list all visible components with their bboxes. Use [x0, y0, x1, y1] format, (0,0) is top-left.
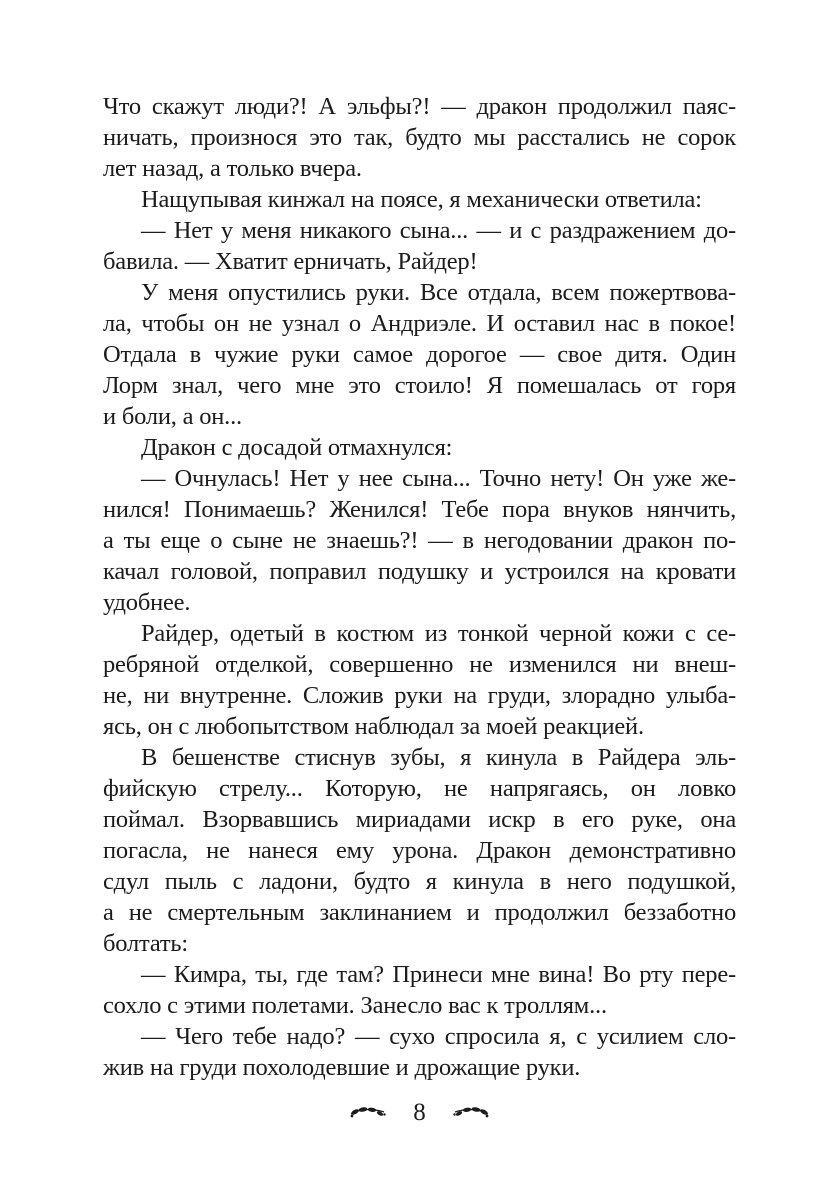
floral-sprig-right-icon [453, 1105, 490, 1121]
text-line: сдул пыль с ладони, будто я кинула в него подушкой, [103, 868, 736, 895]
text-line: жив на груди похолодевшие и дрожащие руки. [103, 1054, 581, 1081]
text-line: бавила. — Хватит ерничать, Райдер! [103, 248, 478, 275]
paragraph [103, 277, 736, 432]
text-line: сохло с этими полетами. Занесло вас к троллям... [103, 992, 607, 1019]
floral-sprig-left-icon [349, 1105, 386, 1121]
paragraph [103, 463, 736, 618]
text-line: лет назад, а только вчера. [103, 155, 362, 182]
paragraph [103, 959, 736, 1021]
paragraph [103, 91, 736, 184]
text-line: Нащупывая кинжал на поясе, я механически ответила: [141, 186, 702, 213]
text-line: ла, чтобы он не узнал о Андриэле. И оставил нас в покое! [103, 310, 736, 337]
text-line: не, ни внутренне. Сложив руки на груди, злорадно улыба- [103, 682, 736, 709]
text-line: ребряной отделкой, совершенно не изменился ни внеш- [103, 651, 736, 678]
text-line: Дракон с досадой отмахнулся: [141, 434, 453, 461]
text-block [103, 91, 736, 1083]
paragraph [103, 1021, 736, 1083]
text-line: удобнее. [103, 589, 191, 616]
text-line: нился! Понимаешь? Женился! Тебе пора внуков нянчить, [103, 496, 736, 523]
text-line: погасла, не нанеся ему урона. Дракон демонстративно [103, 837, 736, 864]
text-line: Отдала в чужие руки самое дорогое — свое дитя. Один [103, 341, 736, 368]
paragraph [103, 215, 736, 277]
text-line: болтать: [103, 930, 188, 957]
text-line: У меня опустились руки. Все отдала, всем пожертвова- [141, 279, 736, 306]
text-line: качал головой, поправил подушку и устроился на кровати [103, 558, 736, 585]
paragraph [103, 618, 736, 742]
text-line: фийскую стрелу... Которую, не напрягаясь, он ловко [103, 775, 736, 802]
text-line: поймал. Взорвавшись мириадами искр в его руке, она [103, 806, 736, 833]
text-line: В бешенстве стиснув зубы, я кинула в Райдера эль- [141, 744, 736, 771]
text-line: — Кимра, ты, где там? Принеси мне вина! Во рту пере- [141, 961, 736, 988]
text-line: а ты еще о сыне не знаешь?! — в негодовании дракон по- [103, 527, 736, 554]
text-line: — Чего тебе надо? — сухо спросила я, с усилием сло- [141, 1023, 736, 1050]
text-line: — Нет у меня никакого сына... — и с раздражением до- [141, 217, 736, 244]
text-line: Что скажут люди?! А эльфы?! — дракон продолжил паяс- [103, 93, 736, 120]
paragraph [103, 184, 736, 215]
paragraph [103, 432, 736, 463]
page-number: 8 [413, 1099, 426, 1126]
text-line: Лорм знал, чего мне это стоило! Я помешалась от горя [103, 372, 736, 399]
text-line: ничать, произнося это так, будто мы расстались не сорок [103, 124, 736, 151]
paragraph [103, 742, 736, 959]
text-line: и боли, а он... [103, 403, 242, 430]
text-line: а не смертельным заклинанием и продолжил беззаботно [103, 899, 736, 926]
page-footer [0, 1098, 839, 1128]
text-line: — Очнулась! Нет у нее сына... Точно нету! Он уже же- [141, 465, 736, 492]
text-line: ясь, он с любопытством наблюдал за моей реакцией. [103, 713, 644, 740]
text-line: Райдер, одетый в костюм из тонкой черной кожи с се- [141, 620, 736, 647]
